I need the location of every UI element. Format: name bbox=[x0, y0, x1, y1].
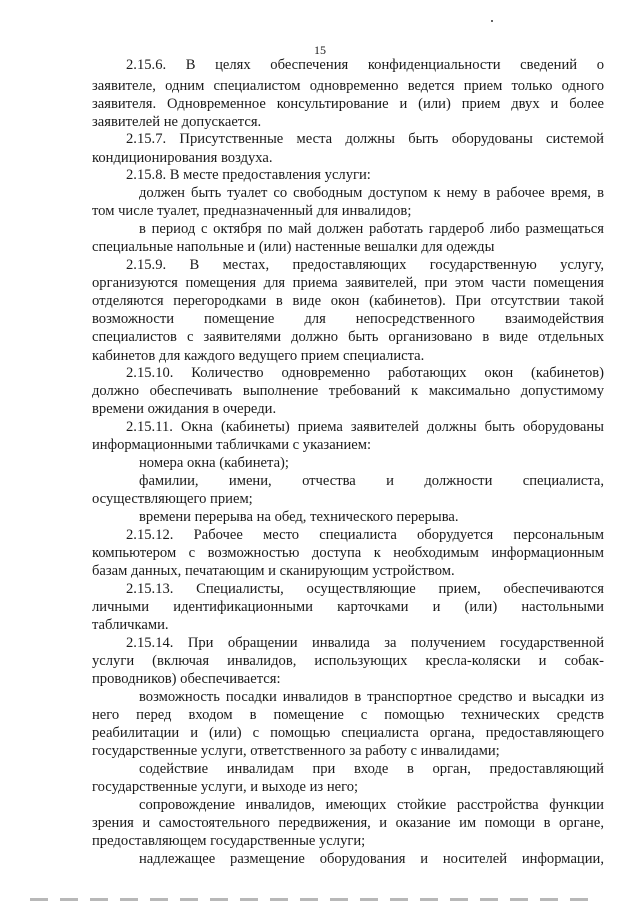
text-line: фамилии, имени, отчества и должности специалиста, bbox=[139, 473, 604, 489]
text-line: возможности помещение для непосредственного взаимодействия bbox=[92, 311, 604, 327]
text-line: 2.15.13. Специалисты, осуществляющие прием, обеспечиваются bbox=[126, 581, 604, 597]
text-line: кабинетов для каждого ведущего прием специалиста. bbox=[92, 348, 425, 364]
text-line: кондиционирования воздуха. bbox=[92, 150, 273, 166]
text-line: табличками. bbox=[92, 617, 169, 633]
text-line: базам данных, печатающим и сканирующим устройством. bbox=[92, 563, 455, 579]
text-line: организуются помещения для приема заявителей, при этом части помещения bbox=[92, 275, 604, 291]
text-line: номера окна (кабинета); bbox=[139, 455, 289, 471]
text-line: предоставляющем государственные услуги; bbox=[92, 833, 366, 849]
text-line: специальные напольные и (или) настенные вешалки для одежды bbox=[92, 239, 495, 255]
text-line: государственные услуги, ответственного за работу с инвалидами; bbox=[92, 743, 500, 759]
text-line: 2.15.14. При обращении инвалида за получением государственной bbox=[126, 635, 604, 651]
text-line: в период с октября по май должен работать гардероб либо размещаться bbox=[139, 221, 604, 237]
scan-speck bbox=[491, 20, 493, 22]
text-line: отделяются перегородками в виде окон (кабинетов). При отсутствии такой bbox=[92, 293, 604, 309]
text-line: 2.15.9. В местах, предоставляющих государственную услугу, bbox=[126, 257, 604, 273]
text-line: зрения и самостоятельного передвижения, и оказание им помощи в органе, bbox=[92, 815, 604, 831]
text-line: заявителей не допускается. bbox=[92, 114, 262, 130]
text-line: 2.15.12. Рабочее место специалиста оборудуется персональным bbox=[126, 527, 604, 543]
text-line: содействие инвалидам при входе в орган, предоставляющий bbox=[139, 761, 604, 777]
text-line: 2.15.6. В целях обеспечения конфиденциальности сведений о bbox=[126, 57, 604, 73]
text-line: 2.15.10. Количество одновременно работающих окон (кабинетов) bbox=[126, 365, 604, 381]
scan-footer-marks bbox=[30, 898, 590, 901]
text-line: личными идентификационными карточками и (или) настольными bbox=[92, 599, 604, 615]
text-line: сопровождение инвалидов, имеющих стойкие расстройства функции bbox=[139, 797, 604, 813]
page-number: 15 bbox=[314, 43, 326, 57]
text-line: проводников) обеспечивается: bbox=[92, 671, 281, 687]
text-line: том числе туалет, предназначенный для инвалидов; bbox=[92, 203, 412, 219]
text-line: реабилитации и (или) с помощью специалиста органа, предоставляющего bbox=[92, 725, 604, 741]
text-line: должно обеспечивать выполнение требований к максимально допустимому bbox=[92, 383, 604, 399]
text-line: услуги (включая инвалидов, использующих кресла-коляски и собак- bbox=[92, 653, 604, 669]
text-line: компьютером с возможностью доступа к необходимым информационным bbox=[92, 545, 604, 561]
text-line: осуществляющего прием; bbox=[92, 491, 253, 507]
text-line: заявителе, одним специалистом одновременно ведется прием только одного bbox=[92, 78, 604, 94]
text-line: возможность посадки инвалидов в транспортное средство и высадки из bbox=[139, 689, 604, 705]
text-line: надлежащее размещение оборудования и носителей информации, bbox=[139, 851, 604, 867]
text-line: времени перерыва на обед, технического перерыва. bbox=[139, 509, 459, 525]
text-line: заявителя. Одновременное консультирование и (или) прием двух и более bbox=[92, 96, 604, 112]
text-line: 2.15.8. В месте предоставления услуги: bbox=[126, 167, 371, 183]
text-line: должен быть туалет со свободным доступом к нему в рабочее время, в bbox=[139, 185, 604, 201]
text-line: специалистов с заявителями должно быть организовано в виде отдельных bbox=[92, 329, 604, 345]
text-line: него перед входом в помещение с помощью технических средств bbox=[92, 707, 604, 723]
text-line: государственные услуги, и выходе из него; bbox=[92, 779, 359, 795]
text-line: времени ожидания в очереди. bbox=[92, 401, 277, 417]
text-line: 2.15.11. Окна (кабинеты) приема заявителей должны быть оборудованы bbox=[126, 419, 604, 435]
text-line: информационными табличками с указанием: bbox=[92, 437, 372, 453]
text-line: 2.15.7. Присутственные места должны быть оборудованы системой bbox=[126, 131, 604, 147]
